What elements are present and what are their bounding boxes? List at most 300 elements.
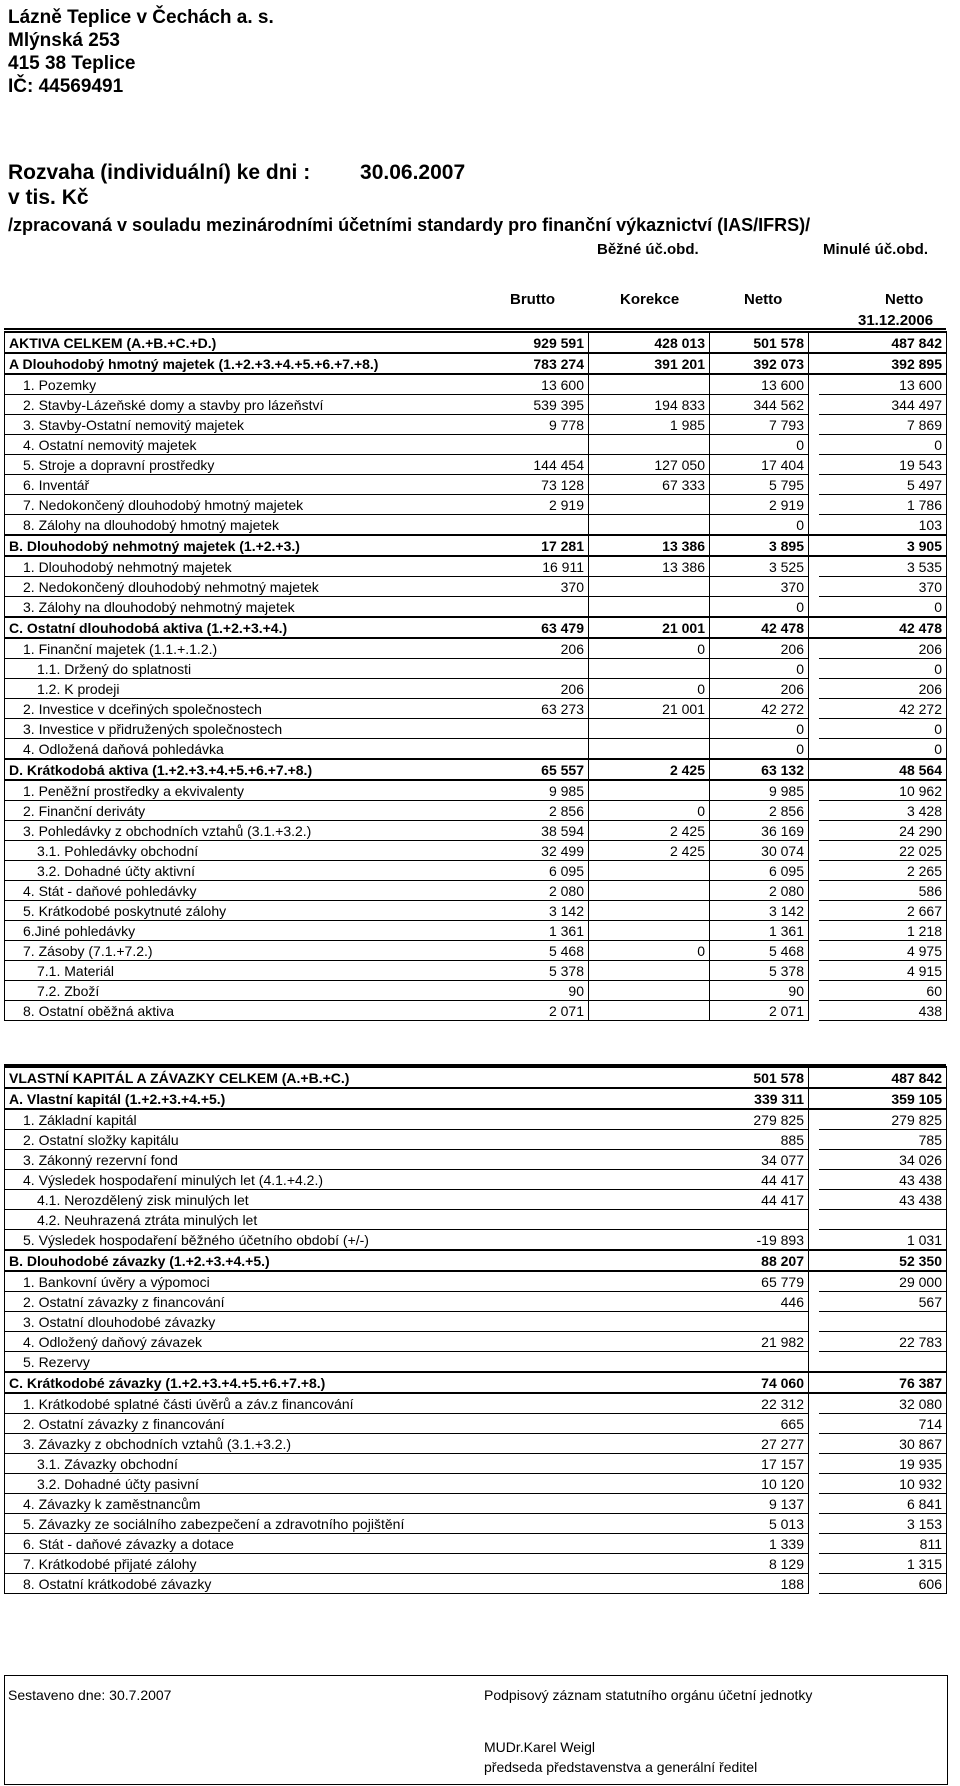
prior-netto-cell: 42 478: [819, 617, 947, 638]
section-row: [5, 617, 947, 638]
current-cell: 17 157: [710, 1454, 809, 1474]
compiled-date: Sestaveno dne: 30.7.2007: [8, 1687, 172, 1703]
netto-cell: 3 142: [710, 901, 809, 921]
column-gap: [809, 961, 819, 981]
table-row: [5, 719, 947, 739]
brutto-cell: 16 911: [454, 556, 589, 577]
netto-cell: 2 071: [710, 1001, 809, 1021]
table-row: [5, 1514, 947, 1534]
column-gap: [809, 495, 819, 515]
netto-cell: 344 562: [710, 395, 809, 415]
korekce-cell: 0: [589, 679, 710, 699]
table-row: [5, 597, 947, 618]
prior-netto-cell: 4 915: [819, 961, 947, 981]
row-label: 3.1. Pohledávky obchodní: [5, 841, 454, 861]
netto-cell: 0: [710, 739, 809, 760]
column-gap: [809, 1514, 819, 1534]
netto-cell: 90: [710, 981, 809, 1001]
column-gap: [809, 353, 819, 374]
row-label: 2. Nedokončený dlouhodobý nehmotný majetek: [5, 577, 454, 597]
assets-body: [5, 332, 947, 1021]
current-cell: 5 013: [710, 1514, 809, 1534]
row-label: 6. Inventář: [5, 475, 454, 495]
brutto-cell: 17 281: [454, 535, 589, 556]
netto-cell: 30 074: [710, 841, 809, 861]
row-label: 5. Výsledek hospodaření běžného účetního období (+/-): [5, 1230, 710, 1251]
current-cell: 1 339: [710, 1534, 809, 1554]
column-gap: [809, 1372, 819, 1393]
prior-cell: [819, 1312, 947, 1332]
brutto-cell: 5 378: [454, 961, 589, 981]
liabilities-body: [5, 1067, 947, 1594]
korekce-cell: [589, 881, 710, 901]
column-gap: [809, 1271, 819, 1292]
row-label: 1. Pozemky: [5, 374, 454, 395]
row-label: 3.1. Závazky obchodní: [5, 1454, 710, 1474]
current-cell: 65 779: [710, 1271, 809, 1292]
row-label: 8. Ostatní oběžná aktiva: [5, 1001, 454, 1021]
section-row: [5, 1088, 947, 1109]
current-cell: 27 277: [710, 1434, 809, 1454]
brutto-cell: 2 071: [454, 1001, 589, 1021]
row-label: 4. Odložený daňový závazek: [5, 1332, 710, 1352]
company-name: Lázně Teplice v Čechách a. s.: [8, 7, 274, 28]
brutto-cell: [454, 435, 589, 455]
current-cell: 44 417: [710, 1170, 809, 1190]
table-row: [5, 739, 947, 760]
table-row: [5, 1170, 947, 1190]
current-cell: 188: [710, 1574, 809, 1594]
row-label: C. Ostatní dlouhodobá aktiva (1.+2.+3.+4.): [5, 617, 454, 638]
col-brutto: Brutto: [510, 291, 555, 308]
netto-cell: 0: [710, 515, 809, 536]
col-netto: Netto: [744, 291, 783, 308]
netto-cell: 63 132: [710, 759, 809, 780]
netto-cell: 392 073: [710, 353, 809, 374]
row-label: 6. Stát - daňové závazky a dotace: [5, 1534, 710, 1554]
prior-netto-cell: 3 535: [819, 556, 947, 577]
column-gap: [809, 577, 819, 597]
column-gap: [809, 759, 819, 780]
row-label: 1.2. K prodeji: [5, 679, 454, 699]
column-gap: [809, 1130, 819, 1150]
row-label: 2. Stavby-Lázeňské domy a stavby pro lázeňství: [5, 395, 454, 415]
assets-top-rule: [4, 328, 946, 330]
prior-cell: 19 935: [819, 1454, 947, 1474]
row-label: 3. Zálohy na dlouhodobý nehmotný majetek: [5, 597, 454, 618]
netto-cell: 5 795: [710, 475, 809, 495]
column-gap: [809, 535, 819, 556]
current-cell: 88 207: [710, 1250, 809, 1271]
section-row: [5, 332, 947, 353]
korekce-cell: 21 001: [589, 699, 710, 719]
korekce-cell: 0: [589, 638, 710, 659]
row-label: 4. Závazky k zaměstnancům: [5, 1494, 710, 1514]
prior-netto-cell: 1 218: [819, 921, 947, 941]
table-row: [5, 1210, 947, 1230]
table-row: [5, 881, 947, 901]
prior-cell: 43 438: [819, 1190, 947, 1210]
brutto-cell: 90: [454, 981, 589, 1001]
prior-cell: 22 783: [819, 1332, 947, 1352]
table-row: [5, 1130, 947, 1150]
korekce-cell: [589, 901, 710, 921]
table-row: [5, 415, 947, 435]
current-cell: 501 578: [710, 1067, 809, 1088]
current-cell: 8 129: [710, 1554, 809, 1574]
table-row: [5, 638, 947, 659]
column-gap: [809, 435, 819, 455]
prior-netto-cell: 24 290: [819, 821, 947, 841]
prior-cell: 785: [819, 1130, 947, 1150]
prior-cell: 279 825: [819, 1109, 947, 1130]
column-gap: [809, 1067, 819, 1088]
column-gap: [809, 881, 819, 901]
prior-cell: 52 350: [819, 1250, 947, 1271]
prior-cell: 606: [819, 1574, 947, 1594]
column-gap: [809, 981, 819, 1001]
korekce-cell: 0: [589, 801, 710, 821]
prior-netto-cell: 487 842: [819, 332, 947, 353]
current-cell: 339 311: [710, 1088, 809, 1109]
report-title-prefix: Rozvaha (individuální) ke dni :: [8, 161, 311, 184]
table-row: [5, 801, 947, 821]
prior-cell: 359 105: [819, 1088, 947, 1109]
section-row: [5, 1067, 947, 1088]
signature-caption: Podpisový záznam statutního orgánu účetní jednotky: [484, 1687, 813, 1703]
table-row: [5, 921, 947, 941]
netto-cell: 7 793: [710, 415, 809, 435]
prior-netto-cell: 3 905: [819, 535, 947, 556]
row-label: B. Dlouhodobé závazky (1.+2.+3.+4.+5.): [5, 1250, 710, 1271]
column-gap: [809, 1554, 819, 1574]
column-gap: [809, 1088, 819, 1109]
column-gap: [809, 821, 819, 841]
netto-cell: 206: [710, 638, 809, 659]
korekce-cell: [589, 861, 710, 881]
brutto-cell: 38 594: [454, 821, 589, 841]
column-gap: [809, 1001, 819, 1021]
row-label: 1. Krátkodobé splatné části úvěrů a záv.z financování: [5, 1393, 710, 1414]
netto-cell: 6 095: [710, 861, 809, 881]
row-label: 1. Peněžní prostředky a ekvivalenty: [5, 780, 454, 801]
korekce-cell: 2 425: [589, 759, 710, 780]
netto-cell: 42 272: [710, 699, 809, 719]
netto-cell: 3 525: [710, 556, 809, 577]
row-label: 2. Ostatní závazky z financování: [5, 1414, 710, 1434]
prior-cell: 714: [819, 1414, 947, 1434]
column-gap: [809, 1414, 819, 1434]
column-gap: [809, 901, 819, 921]
table-row: [5, 1393, 947, 1414]
table-row: [5, 1434, 947, 1454]
table-row: [5, 455, 947, 475]
column-gap: [809, 1210, 819, 1230]
column-gap: [809, 556, 819, 577]
table-row: [5, 679, 947, 699]
prior-netto-cell: 10 962: [819, 780, 947, 801]
brutto-cell: 783 274: [454, 353, 589, 374]
section-row: [5, 353, 947, 374]
brutto-cell: 6 095: [454, 861, 589, 881]
row-label: D. Krátkodobá aktiva (1.+2.+3.+4.+5.+6.+7.+8.): [5, 759, 454, 780]
table-row: [5, 395, 947, 415]
prior-netto-cell: 42 272: [819, 699, 947, 719]
table-row: [5, 1001, 947, 1021]
prior-netto-cell: 370: [819, 577, 947, 597]
column-gap: [809, 801, 819, 821]
netto-cell: 36 169: [710, 821, 809, 841]
col-period-prior: Minulé úč.obd.: [823, 241, 928, 258]
current-cell: 74 060: [710, 1372, 809, 1393]
company-city: 415 38 Teplice: [8, 53, 136, 74]
korekce-cell: 21 001: [589, 617, 710, 638]
row-label: 7. Zásoby (7.1.+7.2.): [5, 941, 454, 961]
prior-netto-cell: 22 025: [819, 841, 947, 861]
prior-netto-cell: 392 895: [819, 353, 947, 374]
brutto-cell: [454, 719, 589, 739]
col-prior-date: 31.12.2006: [858, 312, 934, 329]
liabilities-table: [4, 1066, 947, 1594]
table-row: [5, 941, 947, 961]
prior-cell: 43 438: [819, 1170, 947, 1190]
row-label: 2. Ostatní závazky z financování: [5, 1292, 710, 1312]
brutto-cell: 929 591: [454, 332, 589, 353]
brutto-cell: 206: [454, 638, 589, 659]
report-subtitle: /zpracovaná v souladu mezinárodními účetními standardy pro finanční výkaznictví (IAS/IFRS)/: [8, 215, 811, 235]
brutto-cell: [454, 659, 589, 679]
current-cell: [710, 1352, 809, 1373]
netto-cell: 2 919: [710, 495, 809, 515]
col-korekce: Korekce: [620, 291, 680, 308]
korekce-cell: [589, 1001, 710, 1021]
table-row: [5, 1271, 947, 1292]
prior-netto-cell: 48 564: [819, 759, 947, 780]
table-row: [5, 841, 947, 861]
netto-cell: 13 600: [710, 374, 809, 395]
current-cell: 885: [710, 1130, 809, 1150]
column-gap: [809, 415, 819, 435]
column-gap: [809, 719, 819, 739]
prior-netto-cell: 2 667: [819, 901, 947, 921]
brutto-cell: 63 273: [454, 699, 589, 719]
korekce-cell: [589, 961, 710, 981]
table-row: [5, 659, 947, 679]
table-row: [5, 821, 947, 841]
prior-cell: 1 315: [819, 1554, 947, 1574]
prior-netto-cell: 3 428: [819, 801, 947, 821]
current-cell: 446: [710, 1292, 809, 1312]
table-row: [5, 1474, 947, 1494]
column-gap: [809, 739, 819, 760]
brutto-cell: 9 778: [454, 415, 589, 435]
column-gap: [809, 1474, 819, 1494]
netto-cell: 3 895: [710, 535, 809, 556]
col-period-current: Běžné úč.obd.: [597, 241, 699, 258]
current-cell: 279 825: [710, 1109, 809, 1130]
row-label: A Dlouhodobý hmotný majetek (1.+2.+3.+4.+5.+6.+7.+8.): [5, 353, 454, 374]
brutto-cell: 2 919: [454, 495, 589, 515]
row-label: 7.2. Zboží: [5, 981, 454, 1001]
table-row: [5, 435, 947, 455]
column-gap: [809, 395, 819, 415]
table-row: [5, 1150, 947, 1170]
row-label: 5. Krátkodobé poskytnuté zálohy: [5, 901, 454, 921]
column-gap: [809, 941, 819, 961]
prior-netto-cell: 0: [819, 739, 947, 760]
report-title: [8, 160, 465, 186]
column-gap: [809, 638, 819, 659]
column-gap: [809, 1230, 819, 1251]
prior-cell: [819, 1352, 947, 1373]
table-row: [5, 981, 947, 1001]
netto-cell: 370: [710, 577, 809, 597]
korekce-cell: [589, 921, 710, 941]
brutto-cell: 63 479: [454, 617, 589, 638]
row-label: 4. Ostatní nemovitý majetek: [5, 435, 454, 455]
table-row: [5, 1454, 947, 1474]
row-label: 1.1. Držený do splatnosti: [5, 659, 454, 679]
row-label: 7. Nedokončený dlouhodobý hmotný majetek: [5, 495, 454, 515]
table-row: [5, 1534, 947, 1554]
prior-cell: 3 153: [819, 1514, 947, 1534]
company-street: Mlýnská 253: [8, 30, 120, 51]
prior-cell: 487 842: [819, 1067, 947, 1088]
table-row: [5, 699, 947, 719]
table-row: [5, 495, 947, 515]
table-row: [5, 475, 947, 495]
current-cell: 9 137: [710, 1494, 809, 1514]
netto-cell: 42 478: [710, 617, 809, 638]
row-label: AKTIVA CELKEM (A.+B.+C.+D.): [5, 332, 454, 353]
row-label: 4. Stát - daňové pohledávky: [5, 881, 454, 901]
prior-netto-cell: 0: [819, 435, 947, 455]
current-cell: [710, 1312, 809, 1332]
prior-cell: 1 031: [819, 1230, 947, 1251]
korekce-cell: [589, 435, 710, 455]
korekce-cell: [589, 780, 710, 801]
brutto-cell: 2 080: [454, 881, 589, 901]
row-label: B. Dlouhodobý nehmotný majetek (1.+2.+3.): [5, 535, 454, 556]
current-cell: 34 077: [710, 1150, 809, 1170]
row-label: 7.1. Materiál: [5, 961, 454, 981]
row-label: 4. Odložená daňová pohledávka: [5, 739, 454, 760]
row-label: 3. Stavby-Ostatní nemovitý majetek: [5, 415, 454, 435]
column-gap: [809, 659, 819, 679]
column-gap: [809, 699, 819, 719]
korekce-cell: 13 386: [589, 535, 710, 556]
row-label: 2. Finanční deriváty: [5, 801, 454, 821]
column-gap: [809, 1332, 819, 1352]
assets-table: [4, 331, 947, 1021]
prior-netto-cell: 19 543: [819, 455, 947, 475]
row-label: 1. Finanční majetek (1.1.+.1.2.): [5, 638, 454, 659]
korekce-cell: [589, 577, 710, 597]
korekce-cell: 194 833: [589, 395, 710, 415]
row-label: A. Vlastní kapitál (1.+2.+3.+4.+5.): [5, 1088, 710, 1109]
netto-cell: 0: [710, 435, 809, 455]
korekce-cell: 0: [589, 941, 710, 961]
table-row: [5, 1312, 947, 1332]
row-label: 5. Rezervy: [5, 1352, 710, 1373]
korekce-cell: [589, 981, 710, 1001]
column-gap: [809, 455, 819, 475]
netto-cell: 0: [710, 597, 809, 618]
brutto-cell: [454, 597, 589, 618]
row-label: 5. Závazky ze sociálního zabezpečení a zdravotního pojištění: [5, 1514, 710, 1534]
column-gap: [809, 332, 819, 353]
brutto-cell: 539 395: [454, 395, 589, 415]
prior-cell: 6 841: [819, 1494, 947, 1514]
korekce-cell: 127 050: [589, 455, 710, 475]
korekce-cell: 391 201: [589, 353, 710, 374]
column-gap: [809, 1312, 819, 1332]
row-label: 3. Investice v přidružených společnostech: [5, 719, 454, 739]
current-cell: 44 417: [710, 1190, 809, 1210]
table-row: [5, 1352, 947, 1373]
korekce-cell: 2 425: [589, 841, 710, 861]
current-cell: -19 893: [710, 1230, 809, 1251]
prior-cell: 811: [819, 1534, 947, 1554]
korekce-cell: [589, 719, 710, 739]
section-row: [5, 535, 947, 556]
company-id: IČ: 44569491: [8, 76, 124, 97]
row-label: 1. Základní kapitál: [5, 1109, 710, 1130]
current-cell: [710, 1210, 809, 1230]
netto-cell: 9 985: [710, 780, 809, 801]
col-netto-prior: Netto: [885, 291, 924, 308]
brutto-cell: 13 600: [454, 374, 589, 395]
brutto-cell: 9 985: [454, 780, 589, 801]
prior-netto-cell: 2 265: [819, 861, 947, 881]
column-gap: [809, 1190, 819, 1210]
column-gap: [809, 1494, 819, 1514]
prior-cell: 34 026: [819, 1150, 947, 1170]
row-label: 3. Ostatní dlouhodobé závazky: [5, 1312, 710, 1332]
prior-netto-cell: 0: [819, 597, 947, 618]
prior-netto-cell: 206: [819, 679, 947, 699]
column-gap: [809, 1574, 819, 1594]
netto-cell: 1 361: [710, 921, 809, 941]
prior-netto-cell: 7 869: [819, 415, 947, 435]
row-label: 8. Ostatní krátkodobé závazky: [5, 1574, 710, 1594]
column-gap: [809, 1352, 819, 1373]
table-row: [5, 374, 947, 395]
table-row: [5, 515, 947, 536]
row-label: VLASTNÍ KAPITÁL A ZÁVAZKY CELKEM (A.+B.+C.): [5, 1067, 710, 1088]
prior-cell: [819, 1210, 947, 1230]
row-label: 3.2. Dohadné účty pasivní: [5, 1474, 710, 1494]
column-gap: [809, 1292, 819, 1312]
table-row: [5, 861, 947, 881]
column-gap: [809, 679, 819, 699]
brutto-cell: 2 856: [454, 801, 589, 821]
korekce-cell: 1 985: [589, 415, 710, 435]
korekce-cell: 13 386: [589, 556, 710, 577]
row-label: 2. Ostatní složky kapitálu: [5, 1130, 710, 1150]
report-units: v tis. Kč: [8, 186, 89, 209]
table-row: [5, 577, 947, 597]
table-row: [5, 901, 947, 921]
section-row: [5, 1372, 947, 1393]
prior-cell: 29 000: [819, 1271, 947, 1292]
table-row: [5, 1332, 947, 1352]
column-gap: [809, 921, 819, 941]
row-label: 1. Dlouhodobý nehmotný majetek: [5, 556, 454, 577]
column-gap: [809, 841, 819, 861]
brutto-cell: 3 142: [454, 901, 589, 921]
table-row: [5, 961, 947, 981]
